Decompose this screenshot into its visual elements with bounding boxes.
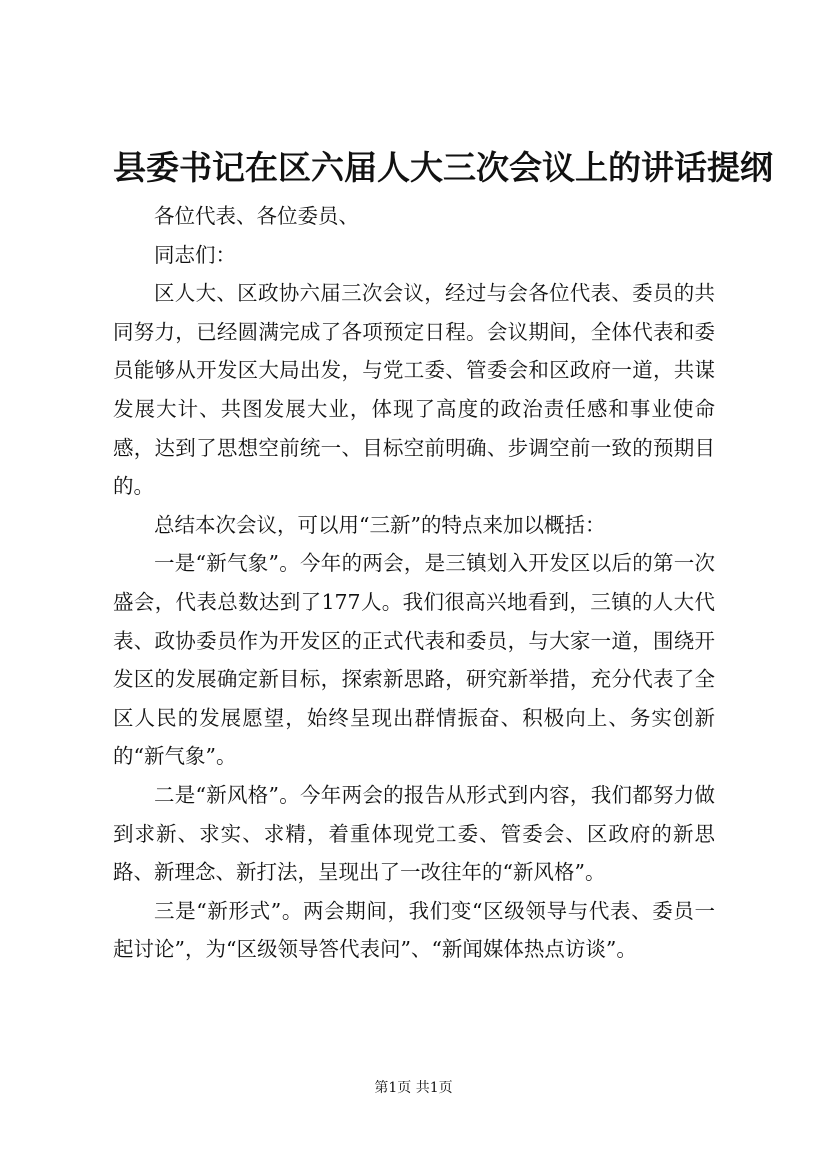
document-title: 县委书记在区六届人大三次会议上的讲话提纲 bbox=[113, 148, 773, 187]
paragraph-salutation-1: 各位代表、各位委员、 bbox=[154, 204, 359, 228]
paragraph-point-2: 二是“新风格”。今年两会的报告从形式到内容，我们都努力做到求新、求实、求精，着重体现党工委、管委会、区政府的新思路、新理念、新打法，呈现出了一改往年的“新风格”。 bbox=[113, 782, 715, 885]
paragraph-intro: 区人大、区政协六届三次会议，经过与会各位代表、委员的共同努力，已经圆满完成了各项预定日程。会议期间，全体代表和委员能够从开发区大局出发，与党工委、管委会和区政府一道，共谋发展大计、共图发展大业，体现了高度的政治责任感和事业使命感，达到了思想空前统一、目标空前明确、步调空前一致的预期目的。 bbox=[113, 281, 715, 499]
paragraph-point-3: 三是“新形式”。两会期间，我们变“区级领导与代表、委员一起讨论”，为“区级领导答代表问”、“新闻媒体热点访谈”。 bbox=[113, 898, 715, 962]
paragraph-summary: 总结本次会议，可以用“三新”的特点来加以概括： bbox=[154, 512, 606, 537]
paragraph-salutation-2: 同志们： bbox=[154, 242, 236, 267]
paragraph-point-1: 一是“新气象”。今年的两会，是三镇划入开发区以后的第一次盛会，代表总数达到了177人。我们很高兴地看到，三镇的人大代表、政协委员作为开发区的正式代表和委员，与大家一道，围绕开发区的发展确定新目标，探索新思路，研究新举措，充分代表了全区人民的发展愿望，始终呈现出群情振奋、积极向上、务实创新的“新气象”。 bbox=[113, 551, 715, 769]
page-footer: 第1页 共1页 bbox=[374, 1080, 453, 1096]
document-body bbox=[113, 197, 715, 969]
